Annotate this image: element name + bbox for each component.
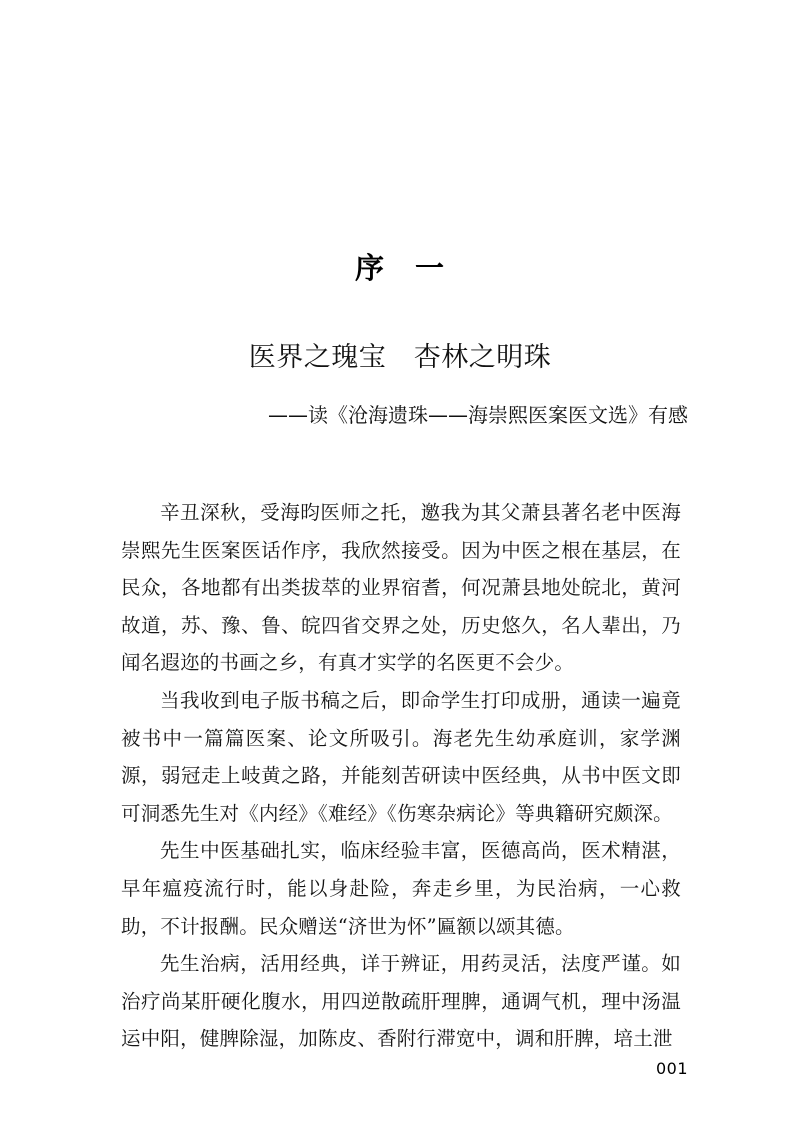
page-number: 001 xyxy=(655,1059,688,1078)
paragraph: 辛丑深秋，受海昀医师之托，邀我为其父萧县著名老中医海崇熙先生医案医话作序，我欣然接受。因为中医之根在基层，在民众，各地都有出类拔萃的业界宿耆，何况萧县地处皖北，黄河故道，苏、豫、鲁、皖四省交界之处，历史悠久，名人辈出，乃闻名遐迩的书画之乡，有真才实学的名医更不会少。 xyxy=(121,501,681,675)
chapter-title: 序 一 xyxy=(354,251,445,285)
paragraph: 当我收到电子版书稿之后，即命学生打印成册，通读一遍竟被书中一篇篇医案、论文所吸引。海老先生幼承庭训，家学渊源，弱冠走上岐黄之路，并能刻苦研读中医经典，从书中医文即可洞悉先生对《内经》《难经》《伤寒杂病论》等典籍研究颇深。 xyxy=(121,688,681,825)
paragraph: 先生中医基础扎实，临床经验丰富，医德高尚，医术精湛，早年瘟疫流行时，能以身赴险，奔走乡里，为民治病，一心救助，不计报酬。民众赠送“济世为怀”匾额以颂其德。 xyxy=(121,839,681,938)
article-subtitle: ——读《沧海遗珠——海崇熙医案医文选》有感 xyxy=(268,403,688,427)
article-title: 医界之瑰宝 杏林之明珠 xyxy=(248,342,552,373)
body-text xyxy=(121,494,681,1058)
paragraph: 先生治病，活用经典，详于辨证，用药灵活，法度严谨。如治疗尚某肝硬化腹水，用四逆散疏肝理脾，通调气机，理中汤温运中阳，健脾除湿，加陈皮、香附行滞宽中，调和肝脾，培土泄 xyxy=(121,952,681,1051)
